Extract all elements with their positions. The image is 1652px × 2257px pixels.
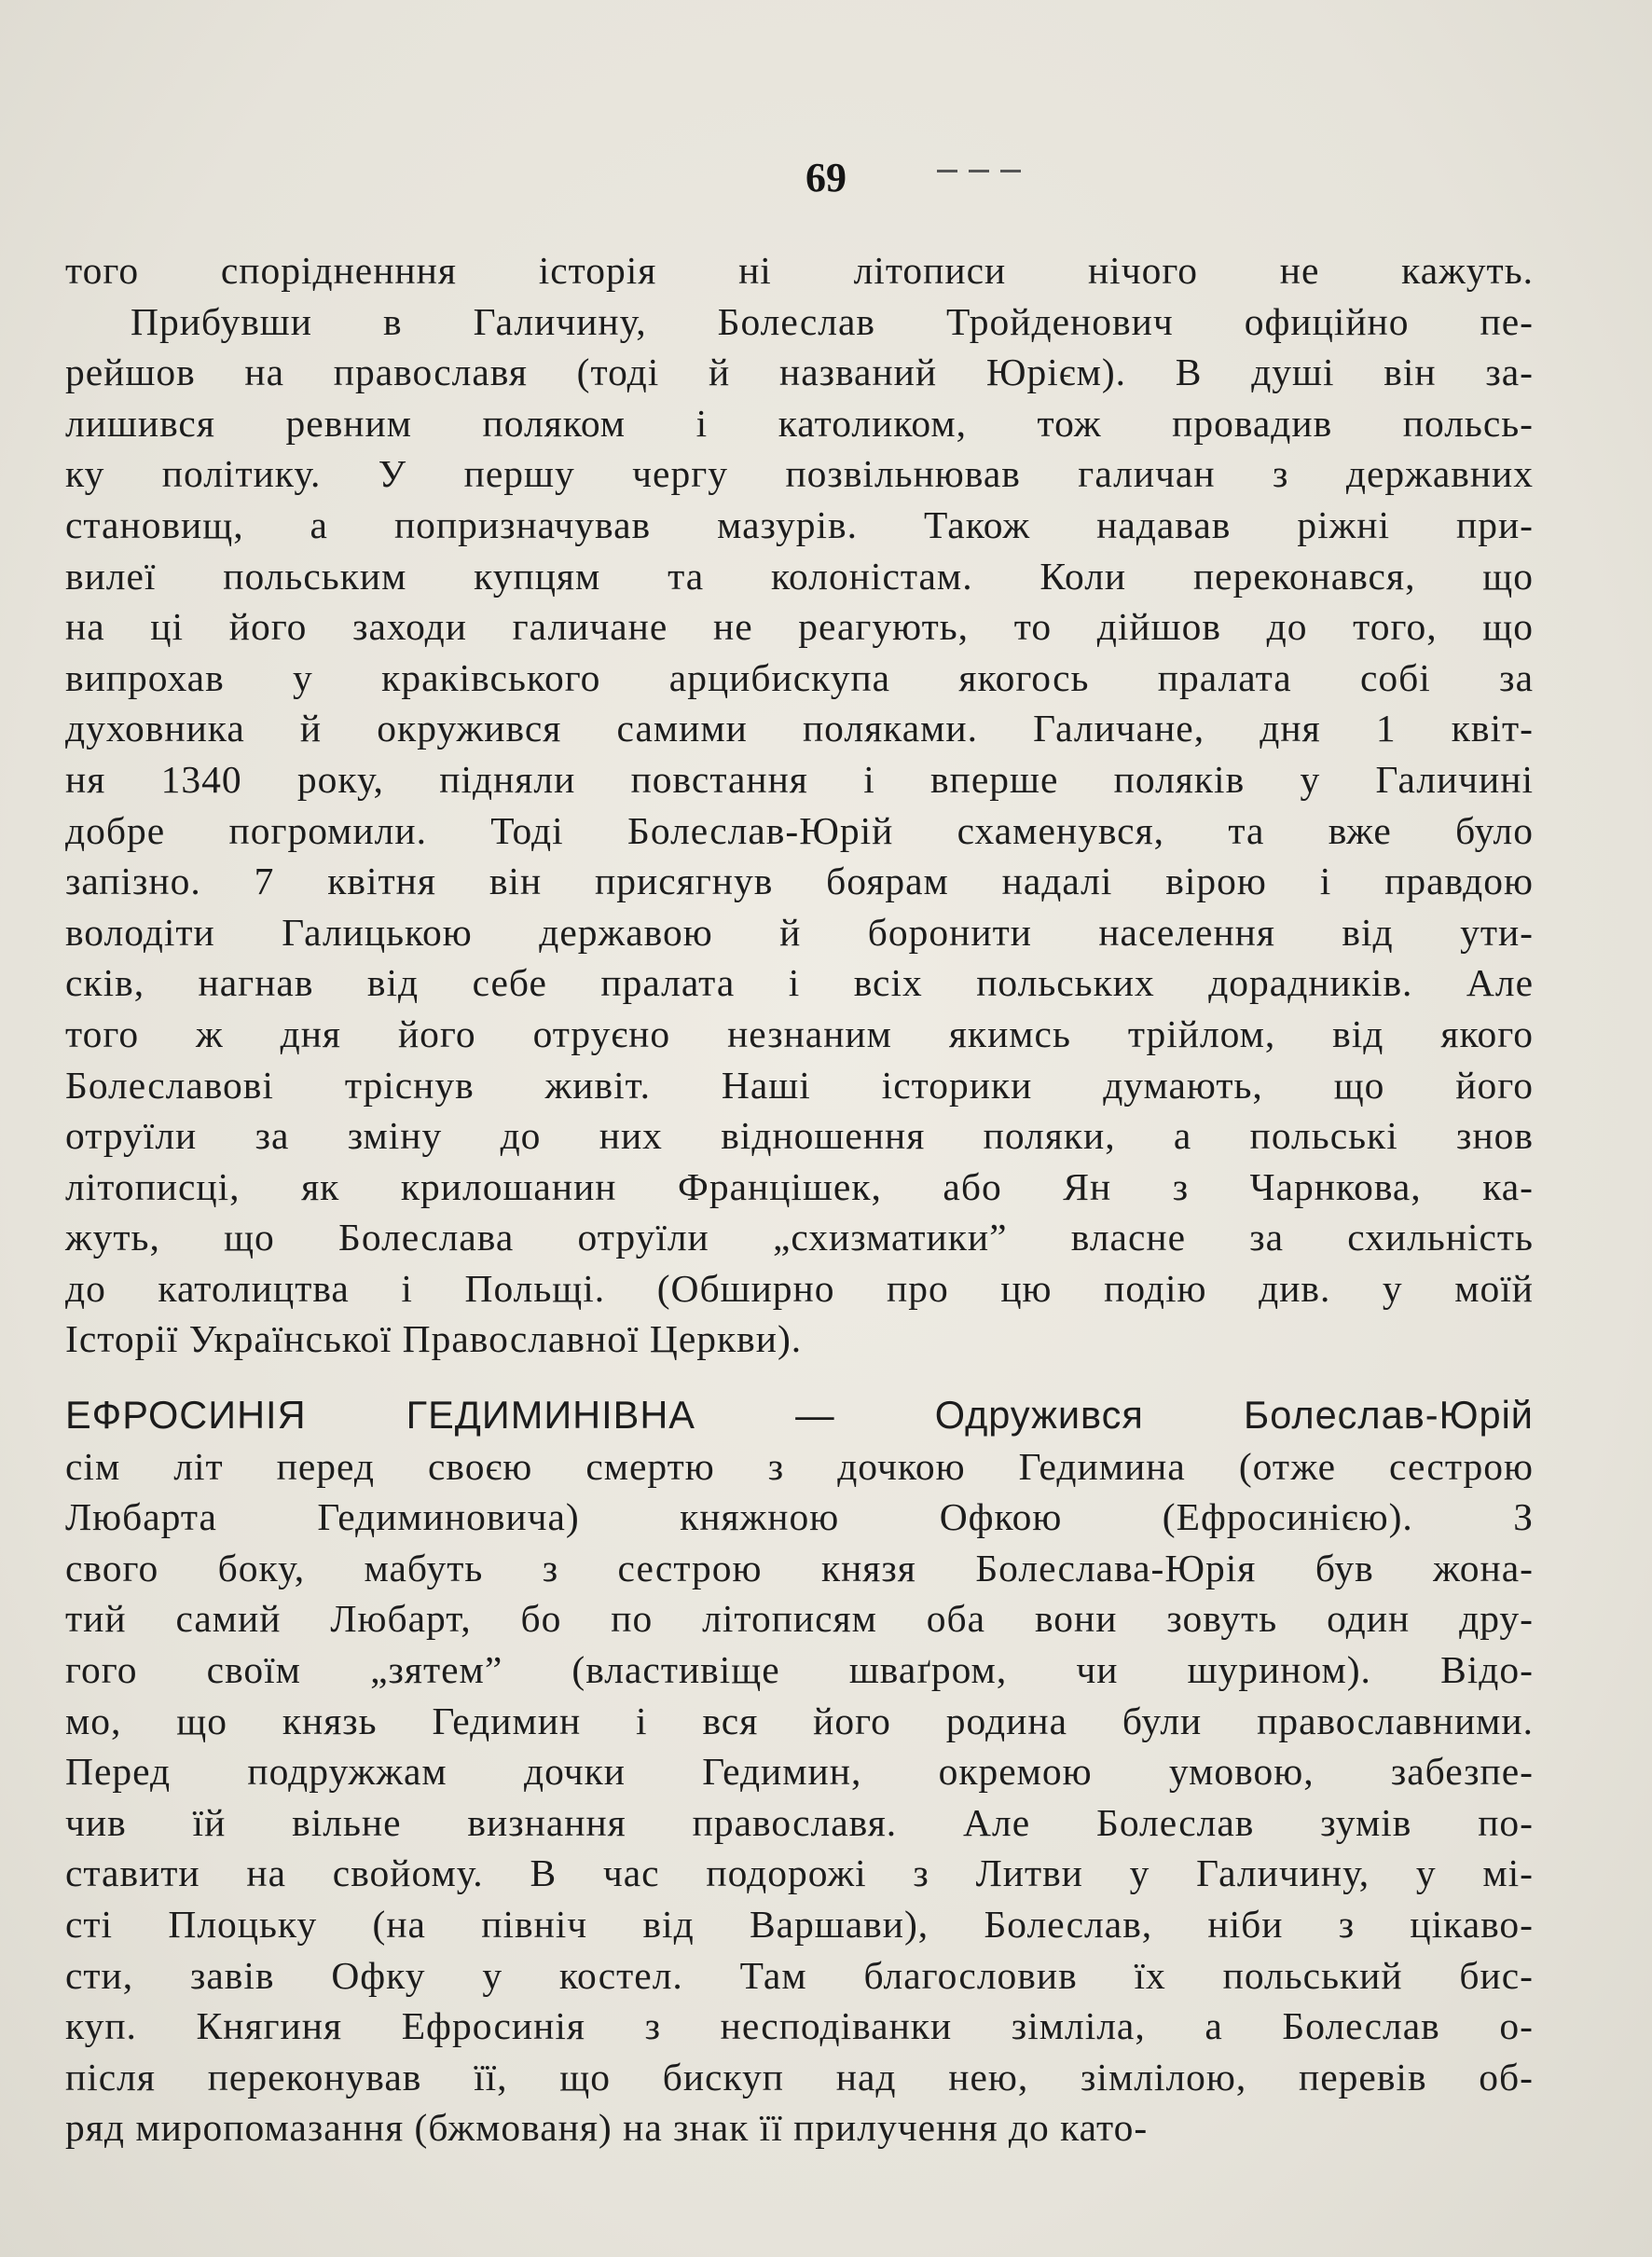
text-line: куп. Княгиня Ефросинія з несподіванки зімліла, а Болеслав о- xyxy=(65,2004,1534,2048)
text-line: Перед подружжам дочки Гедимин, окремою умовою, забезпе- xyxy=(65,1750,1534,1794)
text-line: на ці його заходи галичане не реагують, то дійшов до того, що xyxy=(65,605,1534,649)
text-line: літописці, як крилошанин Францішек, або Ян з Чарнкова, ка- xyxy=(65,1164,1534,1208)
text-line: ня 1340 року, підняли повстання і вперше поляків у Галичині xyxy=(65,757,1534,801)
text-line: володіти Галицькою державою й боронити населення від ути- xyxy=(65,910,1534,954)
text-line: після переконував її, що бискуп над нею, зімлілою, перевів об- xyxy=(65,2055,1534,2099)
text-line: становищ, а попризначував мазурів. Також надавав ріжні при- xyxy=(65,502,1534,546)
text-line: Історії Української Православної Церкви). xyxy=(65,1317,803,1361)
text-line: добре погромили. Тоді Болеслав-Юрій схаменувся, та вже було xyxy=(65,808,1534,852)
text-line: сті Плоцьку (на північ від Варшави), Болеслав, ніби з цікаво- xyxy=(65,1902,1534,1946)
text-line: свого боку, мабуть з сестрою князя Болеслава-Юрія був жона- xyxy=(65,1546,1534,1590)
text-line: випрохав у краківського арцибискупа якогось пралата собі за xyxy=(65,655,1534,699)
paragraph-boleslav-politics xyxy=(65,245,1534,1365)
text-line: до католицтва і Польщі. (Обширно про цю подію див. у моїй xyxy=(65,1266,1534,1310)
text-line: духовника й окружився самими поляками. Галичане, дня 1 квіт- xyxy=(65,707,1534,750)
text-line: лишився ревним поляком і католиком, тож провадив польсь- xyxy=(65,401,1534,445)
text-line: ряд миропомазання (бжмованя) на знак її прилучення до като- xyxy=(65,2106,1149,2150)
text-line: Любарта Гедиминовича) княжною Офкою (Ефросинією). З xyxy=(65,1495,1534,1539)
text-line: сків, нагнав від себе пралата і всіх польських дорадників. Але xyxy=(65,961,1534,1005)
text-line: того спорідненння історія ні літописи нічого не кажуть. xyxy=(65,249,1534,292)
text-line: мо, що князь Гедимин і вся його родина були православними. xyxy=(65,1699,1534,1742)
text-line: рейшов на православя (тоді й названий Юрієм). В душі він за- xyxy=(65,351,1534,394)
text-line: Болеславові тріснув живіт. Наші історики думають, що його xyxy=(65,1063,1534,1107)
text-line: Прибувши в Галичину, Болеслав Тройденович офиційно пе- xyxy=(131,299,1534,343)
text-line: жуть, що Болеслава отруїли „схизматики” власне за схильність xyxy=(65,1216,1534,1259)
text-line: отруїли за зміну до них відношення поляки, а польські знов xyxy=(65,1114,1534,1158)
text-line: ку політику. У першу чергу позвільнював галичан з державних xyxy=(65,452,1534,496)
page-number: 69 xyxy=(805,155,847,200)
text-line: тий самий Любарт, бо по літописям оба вони зовуть один дру- xyxy=(65,1597,1534,1641)
text-line: гого своїм „зятем” (властивіще шваґром, чи шурином). Відо- xyxy=(65,1647,1534,1691)
text-line: ЕФРОСИНІЯ ГЕДИМИНІВНА — Одружився Болеслав-Юрій xyxy=(65,1393,1534,1437)
text-line: сти, завів Офку у костел. Там благословив їх польський бис- xyxy=(65,1953,1534,1997)
text-line: запізно. 7 квітня він присягнув боярам надалі вірою і правдою xyxy=(65,860,1534,903)
text-line: сім літ перед своєю смертю з дочкою Гедимина (отже сестрою xyxy=(65,1444,1534,1488)
section-efrosyniia-gedyminivna xyxy=(65,1390,1534,2154)
text-line: того ж дня його отруєно незнаним якимсь трійлом, від якого xyxy=(65,1012,1534,1055)
header-dash xyxy=(937,170,1021,172)
text-line: вилеї польським купцям та колоністам. Коли переконався, що xyxy=(65,554,1534,598)
text-line: ставити на свойому. В час подорожі з Литви у Галичину, у мі- xyxy=(65,1851,1534,1895)
text-line: чив їй вільне визнання православя. Але Болеслав зумів по- xyxy=(65,1800,1534,1844)
